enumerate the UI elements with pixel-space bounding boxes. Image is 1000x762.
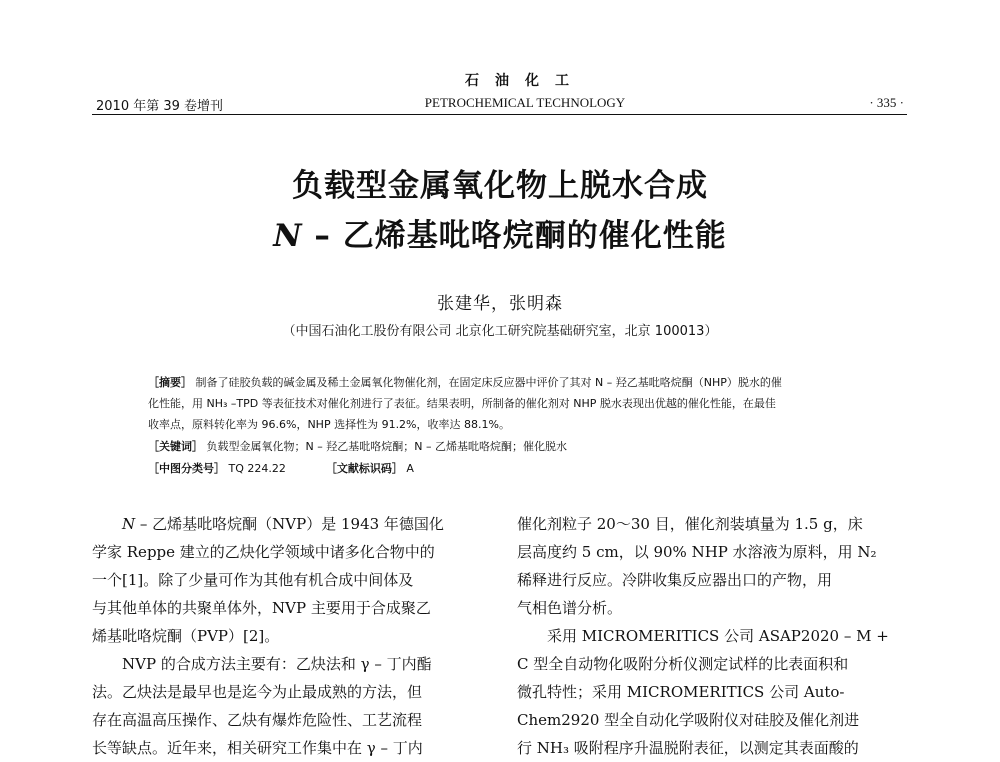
abstract-text-1: 制备了硅胶负载的碱金属及稀土金属氧化物催化剂，在固定床反应器中评价了其对 N – 羟乙基吡咯烷酮（NHP）脱水的催	[195, 376, 782, 389]
body-line: 法。乙炔法是最早也是迄今为止最成熟的方法，但	[92, 683, 423, 701]
class-value: TQ 224.22	[228, 462, 286, 475]
article-title-line-2	[0, 210, 1000, 255]
body-line: 一个[1]。除了少量可作为其他有机合成中间体及	[92, 571, 414, 589]
class-label: ［中图分类号］	[148, 462, 225, 475]
abstract-line-3: 收率点，原料转化率为 96.6%，NHP 选择性为 91.2%，收率达 88.1%。	[148, 418, 510, 431]
classification-line	[148, 460, 414, 476]
body-line: 烯基吡咯烷酮（PVP）[2]。	[92, 627, 280, 645]
body-line: 采用 MICROMERITICS 公司 ASAP2020 – M +	[547, 627, 889, 645]
header-rule	[92, 114, 907, 115]
article-title-line-1: 负载型金属氧化物上脱水合成	[292, 168, 708, 204]
body-line: 行 NH₃ 吸附程序升温脱附表征，以测定其表面酸的	[517, 739, 859, 757]
keywords-label: ［关键词］	[148, 440, 203, 453]
body-line	[92, 510, 494, 538]
issue-info: 2010 年第 39 卷增刊	[96, 99, 224, 114]
body-line: Chem2920 型全自动化学吸附仪对硅胶及催化剂进	[517, 711, 860, 729]
abstract-line-2: 化性能，用 NH₃ –TPD 等表征技术对催化剂进行了表征。结果表明，所制备的催化剂对 NHP 脱水表现出优越的催化性能，在最佳	[148, 397, 776, 410]
body-right-column	[517, 510, 909, 762]
journal-name-chinese: 石油化工	[465, 73, 585, 89]
keywords-text: 负载型金属氧化物；N – 羟乙基吡咯烷酮；N – 乙烯基吡咯烷酮；催化脱水	[206, 440, 567, 453]
body-line: 层高度约 5 cm，以 90% NHP 水溶液为原料，用 N₂	[517, 543, 877, 561]
body-line: 存在高温高压操作、乙炔有爆炸危险性、工艺流程	[92, 711, 423, 729]
body-line: 学家 Reppe 建立的乙炔化学领域中诸多化合物中的	[92, 543, 435, 561]
doc-code-value: A	[406, 462, 414, 475]
affiliation: （中国石油化工股份有限公司 北京化工研究院基础研究室，北京 100013）	[282, 324, 718, 339]
body-line: 微孔特性；采用 MICROMERITICS 公司 Auto-	[517, 683, 845, 701]
authors: 张建华，张明森	[437, 294, 563, 314]
journal-name-english: PETROCHEMICAL TECHNOLOGY	[424, 95, 626, 110]
body-line: 气相色谱分析。	[517, 599, 623, 617]
body-line: NVP 的合成方法主要有：乙炔法和 γ – 丁内酯	[122, 655, 432, 673]
body-line: 长等缺点。近年来，相关研究工作集中在 γ – 丁内	[92, 739, 423, 757]
page-number: · 335 ·	[869, 95, 904, 110]
body-line: 催化剂粒子 20～30 目，催化剂装填量为 1.5 g，床	[517, 515, 863, 533]
keywords-line	[148, 438, 567, 454]
body-left-column	[92, 510, 494, 762]
italic-n: N	[122, 515, 136, 533]
title-italic-n: N	[273, 218, 303, 254]
abstract-label: ［摘要］	[148, 376, 192, 389]
body-line: 与其他单体的共聚单体外，NVP 主要用于合成聚乙	[92, 599, 431, 617]
body-line: C 型全自动物化吸附分析仪测定试样的比表面积和	[517, 655, 849, 673]
title-line-2-text: – 乙烯基吡咯烷酮的催化性能	[302, 218, 727, 254]
body-line: 稀释进行反应。冷阱收集反应器出口的产物，用	[517, 571, 833, 589]
abstract-line-1	[148, 374, 782, 390]
body-text: – 乙烯基吡咯烷酮（NVP）是 1943 年德国化	[135, 515, 444, 533]
doc-code-label: ［文献标识码］	[325, 462, 403, 475]
